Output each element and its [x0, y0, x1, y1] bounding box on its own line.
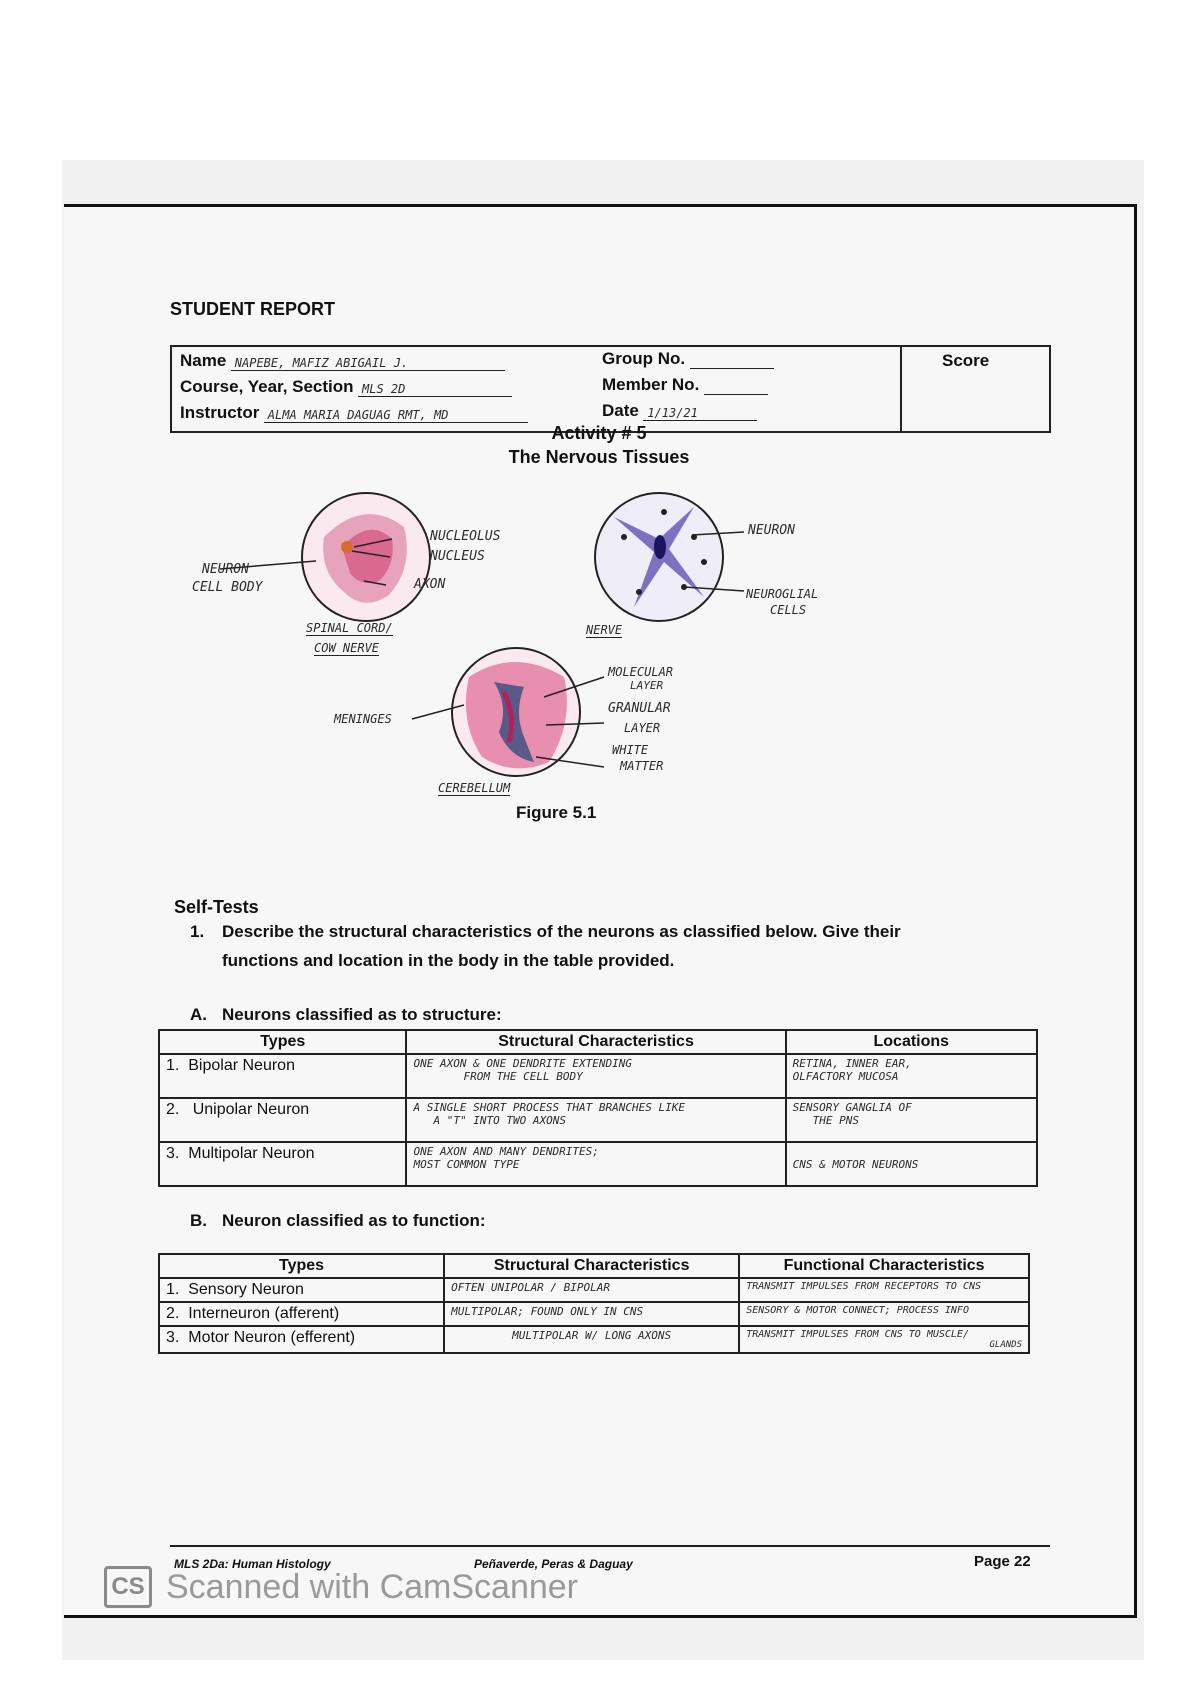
- header-structural: Structural Characteristics: [406, 1030, 785, 1054]
- footer-rule: [170, 1545, 1050, 1547]
- student-info-box: [170, 345, 1051, 433]
- structure-line: ONE AXON & ONE DENDRITE EXTENDING: [413, 1057, 633, 1070]
- label-granular-layer: LAYER: [624, 721, 661, 735]
- label-meninges: MENINGES: [334, 712, 392, 726]
- selftests-heading: Self-Tests: [174, 897, 259, 917]
- label-neuroglial: NEUROGLIAL: [746, 587, 819, 601]
- label-neuroglial-cells: CELLS: [770, 603, 807, 617]
- nerve-drawing: [595, 493, 744, 621]
- name-label: Name: [180, 351, 227, 370]
- structure-cell: MULTIPOLAR W/ LONG AXONS: [444, 1326, 739, 1353]
- type-cell: [159, 1302, 444, 1326]
- score-label: Score: [942, 351, 990, 370]
- label-neuron: NEURON: [748, 523, 795, 538]
- name-field: NAPEBE, MAFIZ ABIGAIL J.: [231, 356, 505, 371]
- location-line: SENSORY GANGLIA OF: [792, 1101, 912, 1114]
- function-cell: TRANSMIT IMPULSES FROM RECEPTORS TO CNS: [739, 1278, 1029, 1302]
- name-row: [180, 351, 505, 371]
- structure-cell: [406, 1142, 785, 1186]
- nerve-title: NERVE: [586, 623, 623, 637]
- header-types: Types: [159, 1030, 406, 1054]
- type-cell: [159, 1054, 406, 1098]
- structure-line: FROM THE CELL BODY: [463, 1070, 583, 1083]
- report-sheet: [64, 204, 1137, 1618]
- member-label: Member No.: [602, 375, 700, 394]
- activity-number: Activity # 5: [551, 423, 647, 443]
- instructor-field: ALMA MARIA DAGUAG RMT, MD: [264, 408, 528, 423]
- instructor-row: [180, 403, 528, 423]
- row-number: 2.: [166, 1101, 180, 1118]
- location-line: CNS & MOTOR NEURONS: [792, 1157, 919, 1171]
- score-divider: [900, 347, 902, 431]
- date-field: 1/13/21: [643, 406, 757, 421]
- table-row: [159, 1326, 1029, 1353]
- header-functional: Functional Characteristics: [739, 1254, 1029, 1278]
- label-molecular: MOLECULAR: [608, 665, 674, 679]
- group-row: [602, 349, 774, 369]
- type-cell: [159, 1326, 444, 1353]
- label-granular: GRANULAR: [608, 701, 671, 716]
- q1-line-2: functions and location in the body in the table provided.: [222, 951, 675, 970]
- spinal-cord-drawing: [220, 493, 430, 621]
- type-label: Sensory Neuron: [188, 1281, 304, 1298]
- structure-line: A SINGLE SHORT PROCESS THAT BRANCHES LIKE: [413, 1101, 686, 1114]
- function-cell: [739, 1326, 1029, 1353]
- header-types: Types: [159, 1254, 444, 1278]
- date-label: Date: [602, 401, 639, 420]
- course-row: [180, 377, 512, 397]
- table-row: [159, 1054, 1037, 1098]
- member-field: [704, 394, 768, 395]
- activity-title: The Nervous Tissues: [508, 447, 690, 467]
- function-cell: SENSORY & MOTOR CONNECT; PROCESS INFO: [739, 1302, 1029, 1326]
- group-field: [690, 368, 774, 369]
- row-number: 3.: [166, 1329, 180, 1346]
- label-neuron-1: NEURON: [202, 562, 249, 577]
- cerebellum-title: CEREBELLUM: [438, 781, 511, 795]
- structure-cell: [406, 1098, 785, 1142]
- type-cell: [159, 1142, 406, 1186]
- section-b-letter: B.: [190, 1211, 207, 1230]
- label-nucleolus: NUCLEOLUS: [430, 529, 501, 544]
- type-label: Motor Neuron (efferent): [188, 1329, 356, 1346]
- table-row: [159, 1302, 1029, 1326]
- table-row: [159, 1142, 1037, 1186]
- row-number: 2.: [166, 1305, 180, 1322]
- structure-line: A "T" INTO TWO AXONS: [433, 1114, 566, 1127]
- q1-number: 1.: [190, 922, 205, 941]
- location-cell: [786, 1098, 1037, 1142]
- date-row: [602, 401, 757, 421]
- function-table-header: [159, 1254, 1029, 1278]
- course-label: Course, Year, Section: [180, 377, 354, 396]
- row-number: 3.: [166, 1145, 180, 1162]
- course-field: MLS 2D: [358, 382, 512, 397]
- footer-course: MLS 2Da: Human Histology: [174, 1557, 331, 1571]
- function-table: [158, 1253, 1030, 1354]
- label-nucleus: NUCLEUS: [430, 549, 485, 564]
- label-cell-body: CELL BODY: [192, 580, 263, 595]
- table-row: [159, 1098, 1037, 1142]
- spinal-cord-title: SPINAL CORD/: [306, 621, 393, 635]
- structure-table-header: [159, 1030, 1037, 1054]
- section-a-letter: A.: [190, 1005, 207, 1024]
- label-white: WHITE: [612, 743, 649, 757]
- function-line: GLANDS: [989, 1340, 1022, 1350]
- row-number: 1.: [166, 1281, 180, 1298]
- camscanner-watermark: Scanned with CamScanner: [166, 1568, 579, 1606]
- section-a-title: Neurons classified as to structure:: [222, 1005, 502, 1024]
- q1-line-1: Describe the structural characteristics of the neurons as classified below. Give their: [222, 922, 901, 941]
- structure-cell: MULTIPOLAR; FOUND ONLY IN CNS: [444, 1302, 739, 1326]
- section-b-title: Neuron classified as to function:: [222, 1211, 486, 1230]
- label-molecular-layer: LAYER: [630, 679, 664, 692]
- structure-cell: OFTEN UNIPOLAR / BIPOLAR: [444, 1278, 739, 1302]
- page-number: Page 22: [974, 1553, 1031, 1570]
- report-heading: STUDENT REPORT: [170, 299, 336, 319]
- type-label: Multipolar Neuron: [188, 1145, 315, 1162]
- location-line: THE PNS: [812, 1114, 859, 1127]
- type-cell: [159, 1278, 444, 1302]
- type-label: Interneuron (afferent): [188, 1305, 340, 1322]
- structure-line: MOST COMMON TYPE: [413, 1158, 520, 1171]
- type-cell: [159, 1098, 406, 1142]
- cerebellum-drawing: [412, 648, 604, 776]
- table-row: [159, 1278, 1029, 1302]
- type-label: Bipolar Neuron: [188, 1057, 295, 1074]
- type-label: Unipolar Neuron: [192, 1101, 310, 1118]
- member-row: [602, 375, 768, 395]
- structure-cell: [406, 1054, 785, 1098]
- camscanner-logo-icon: CS: [104, 1566, 152, 1608]
- instructor-label: Instructor: [180, 403, 260, 422]
- function-line: TRANSMIT IMPULSES FROM CNS TO MUSCLE/: [746, 1329, 969, 1340]
- header-locations: Locations: [786, 1030, 1037, 1054]
- location-cell: [786, 1142, 1037, 1186]
- group-label: Group No.: [602, 349, 686, 368]
- structure-line: ONE AXON AND MANY DENDRITES;: [413, 1145, 599, 1158]
- row-number: 1.: [166, 1057, 180, 1074]
- header-structural: Structural Characteristics: [444, 1254, 739, 1278]
- location-cell: [786, 1054, 1037, 1098]
- structure-table: [158, 1029, 1038, 1187]
- spinal-cord-subtitle: COW NERVE: [314, 641, 380, 655]
- location-line: RETINA, INNER EAR,: [792, 1057, 912, 1070]
- footer-authors: Peñaverde, Peras & Daguay: [474, 1557, 633, 1571]
- label-axon: AXON: [414, 577, 446, 592]
- figure-caption: Figure 5.1: [516, 803, 597, 822]
- location-line: OLFACTORY MUCOSA: [792, 1070, 899, 1083]
- label-white-matter: MATTER: [620, 759, 664, 773]
